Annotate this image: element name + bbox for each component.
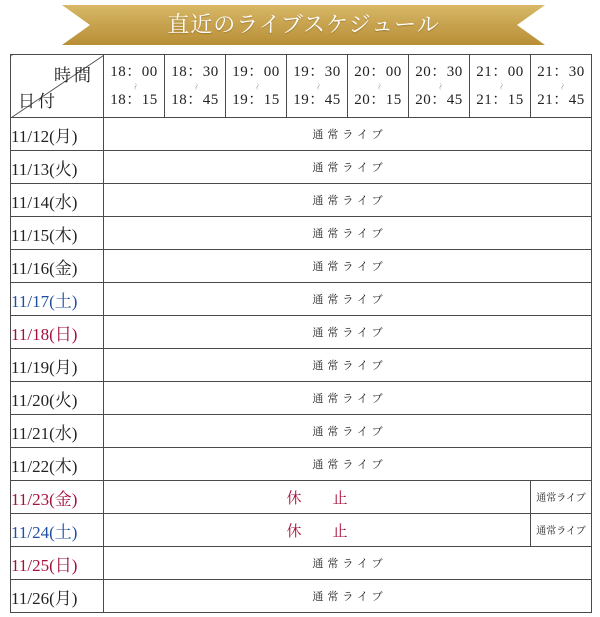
- live-slot-cell: [104, 448, 592, 481]
- slot-separator: 〜: [252, 82, 261, 90]
- date-cell: 11/21(水): [11, 415, 104, 448]
- date-cell: 11/14(水): [11, 184, 104, 217]
- closed-label: 休止: [286, 490, 379, 507]
- live-label: 通常ライブ: [312, 261, 387, 273]
- time-slot-header: [226, 55, 287, 118]
- schedule-row: [11, 250, 592, 283]
- live-slot-cell: [104, 349, 592, 382]
- slot-end-time: 20：15: [354, 91, 402, 108]
- closed-label: 休止: [286, 523, 379, 540]
- schedule-row: [11, 547, 592, 580]
- slot-end-time: 20：45: [415, 91, 463, 108]
- date-axis-label: 日付: [18, 92, 58, 111]
- schedule-body: [11, 118, 592, 613]
- live-label: 通常ライブ: [312, 459, 387, 471]
- live-label: 通常ライブ: [312, 558, 387, 570]
- live-label: 通常ライブ: [536, 493, 586, 504]
- slot-separator: 〜: [130, 82, 139, 90]
- schedule-row: [11, 151, 592, 184]
- slot-end-time: 18：45: [171, 91, 219, 108]
- schedule-row: [11, 118, 592, 151]
- time-slot-header: [287, 55, 348, 118]
- banner-title: 直近のライブスケジュール: [167, 12, 440, 37]
- time-slot-header: [470, 55, 531, 118]
- schedule-row: [11, 184, 592, 217]
- live-slot-cell: [104, 217, 592, 250]
- live-slot-cell: [104, 151, 592, 184]
- slot-start-time: 19：00: [232, 63, 280, 80]
- live-label: 通常ライブ: [312, 129, 387, 141]
- closed-slot-cell: [104, 481, 531, 514]
- live-label: 通常ライブ: [312, 426, 387, 438]
- live-slot-cell: [104, 547, 592, 580]
- live-label: 通常ライブ: [312, 162, 387, 174]
- date-cell: 11/12(月): [11, 118, 104, 151]
- schedule-row: [11, 415, 592, 448]
- slot-separator: 〜: [557, 82, 566, 90]
- slot-end-time: 18：15: [110, 91, 158, 108]
- live-slot-cell: [531, 481, 592, 514]
- date-cell: 11/26(月): [11, 580, 104, 613]
- live-label: 通常ライブ: [312, 195, 387, 207]
- date-cell: 11/22(木): [11, 448, 104, 481]
- schedule-row: [11, 217, 592, 250]
- date-cell: 11/23(金): [11, 481, 104, 514]
- live-label: 通常ライブ: [312, 393, 387, 405]
- date-cell: 11/18(日): [11, 316, 104, 349]
- schedule-row: [11, 514, 592, 547]
- schedule-row: [11, 382, 592, 415]
- live-slot-cell: [104, 580, 592, 613]
- slot-start-time: 19：30: [293, 63, 341, 80]
- schedule-row: [11, 448, 592, 481]
- corner-cell: [11, 55, 104, 118]
- live-slot-cell: [104, 415, 592, 448]
- time-slot-header: [165, 55, 226, 118]
- live-label: 通常ライブ: [312, 294, 387, 306]
- schedule-banner: [0, 0, 600, 50]
- slot-end-time: 19：45: [293, 91, 341, 108]
- time-slot-header: [531, 55, 592, 118]
- date-cell: 11/19(月): [11, 349, 104, 382]
- date-cell: 11/24(土): [11, 514, 104, 547]
- schedule-row: [11, 481, 592, 514]
- slot-start-time: 21：00: [476, 63, 524, 80]
- live-slot-cell: [104, 118, 592, 151]
- slot-separator: 〜: [313, 82, 322, 90]
- closed-slot-cell: [104, 514, 531, 547]
- slot-start-time: 18：30: [171, 63, 219, 80]
- slot-start-time: 20：00: [354, 63, 402, 80]
- live-label: 通常ライブ: [312, 360, 387, 372]
- time-axis-label: 時間: [54, 66, 94, 85]
- live-label: 通常ライブ: [312, 591, 387, 603]
- date-cell: 11/20(火): [11, 382, 104, 415]
- live-slot-cell: [531, 514, 592, 547]
- date-cell: 11/16(金): [11, 250, 104, 283]
- live-label: 通常ライブ: [312, 327, 387, 339]
- date-cell: 11/15(木): [11, 217, 104, 250]
- live-slot-cell: [104, 250, 592, 283]
- date-cell: 11/25(日): [11, 547, 104, 580]
- live-schedule-table: [10, 54, 592, 613]
- live-slot-cell: [104, 382, 592, 415]
- live-label: 通常ライブ: [536, 526, 586, 537]
- time-slot-header: [104, 55, 165, 118]
- slot-end-time: 21：45: [537, 91, 585, 108]
- slot-end-time: 19：15: [232, 91, 280, 108]
- date-cell: 11/13(火): [11, 151, 104, 184]
- time-slot-header: [348, 55, 409, 118]
- live-slot-cell: [104, 283, 592, 316]
- live-slot-cell: [104, 316, 592, 349]
- live-slot-cell: [104, 184, 592, 217]
- slot-start-time: 21：30: [537, 63, 585, 80]
- slot-separator: 〜: [496, 82, 505, 90]
- schedule-row: [11, 349, 592, 382]
- live-label: 通常ライブ: [312, 228, 387, 240]
- slot-start-time: 20：30: [415, 63, 463, 80]
- schedule-row: [11, 283, 592, 316]
- slot-separator: 〜: [435, 82, 444, 90]
- time-slot-header: [409, 55, 470, 118]
- date-cell: 11/17(土): [11, 283, 104, 316]
- slot-end-time: 21：15: [476, 91, 524, 108]
- schedule-row: [11, 580, 592, 613]
- schedule-row: [11, 316, 592, 349]
- slot-separator: 〜: [374, 82, 383, 90]
- header-row: [11, 55, 592, 118]
- slot-start-time: 18：00: [110, 63, 158, 80]
- slot-separator: 〜: [191, 82, 200, 90]
